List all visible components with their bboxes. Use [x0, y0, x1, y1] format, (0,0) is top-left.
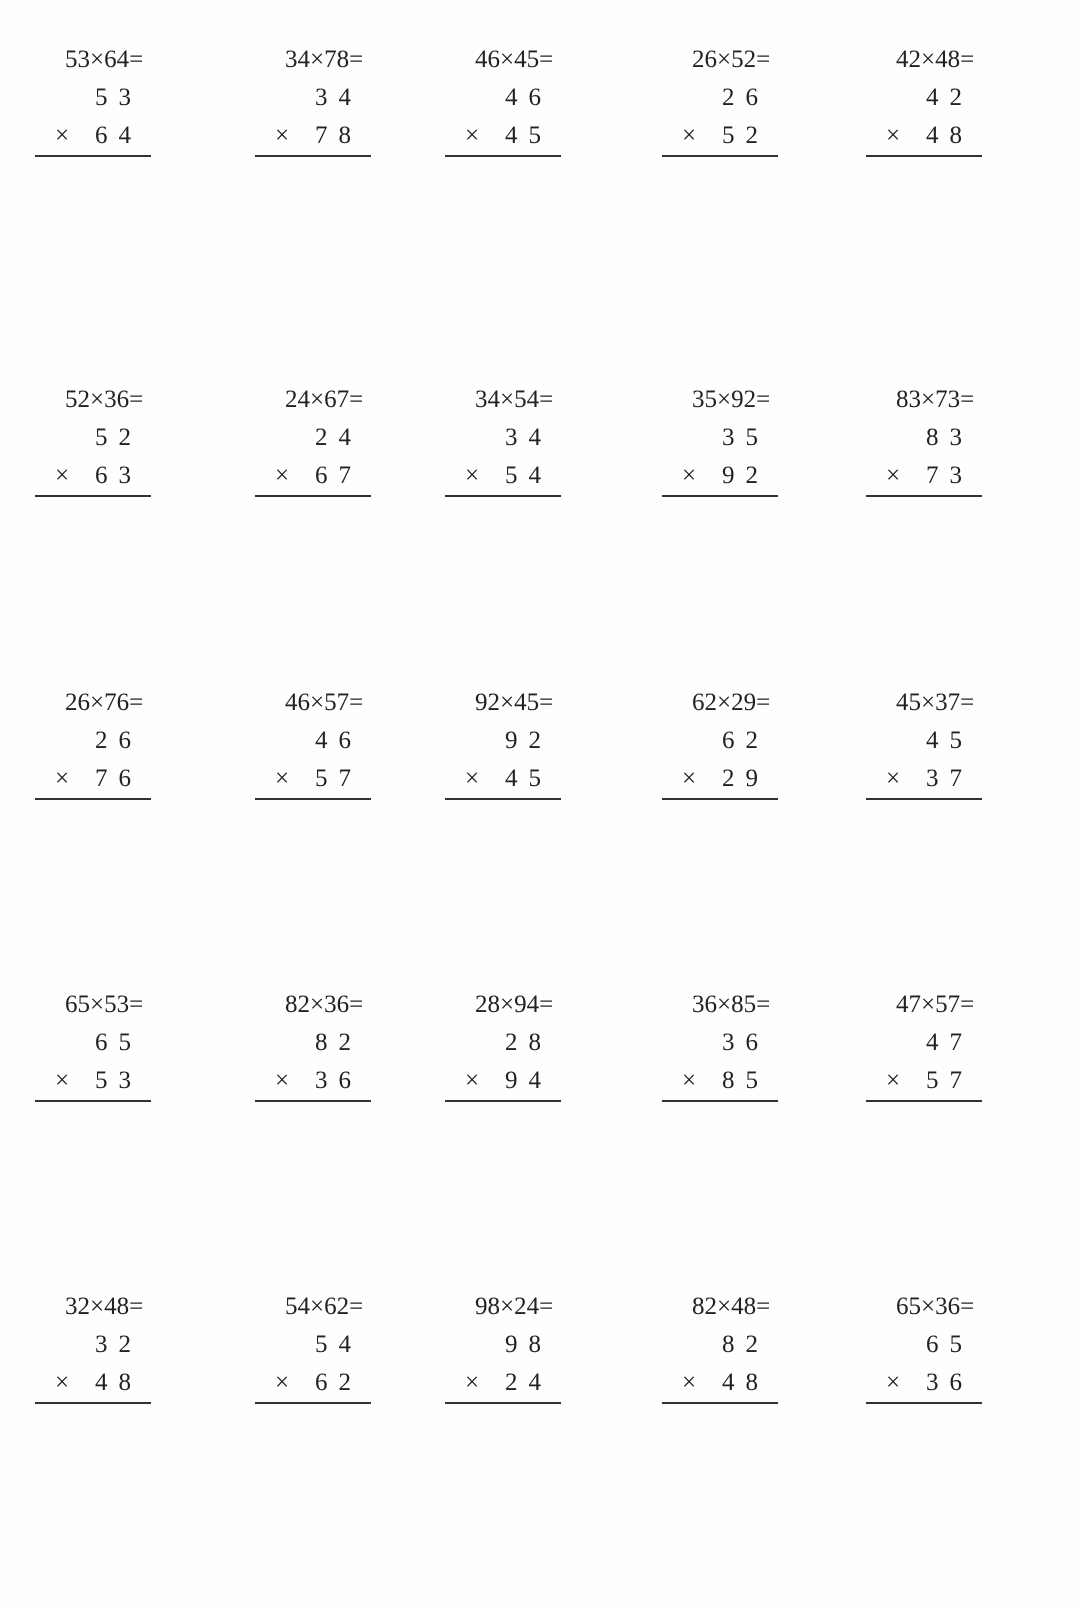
equation-text: 45×37=: [896, 689, 975, 716]
multiplier: 29: [722, 765, 769, 792]
multiplicand: 34: [315, 84, 362, 111]
multiply-sign: ×: [682, 122, 697, 149]
multiply-sign: ×: [275, 462, 290, 489]
equation-text: 35×92=: [692, 386, 771, 413]
multiplicand: 34: [505, 424, 552, 451]
multiplicand: 42: [926, 84, 973, 111]
multiplier: 52: [722, 122, 769, 149]
multiplier: 67: [315, 462, 362, 489]
answer-line: [662, 1402, 778, 1404]
multiply-sign: ×: [275, 765, 290, 792]
multiply-sign: ×: [886, 1067, 901, 1094]
multiply-sign: ×: [55, 462, 70, 489]
multiply-sign: ×: [275, 1369, 290, 1396]
equation-text: 46×57=: [285, 689, 364, 716]
problem-r4-c1: [35, 990, 195, 1100]
multiplier: 53: [95, 1067, 142, 1094]
multiply-sign: ×: [55, 1369, 70, 1396]
answer-line: [866, 155, 982, 157]
multiplier: 45: [505, 122, 552, 149]
multiplier: 63: [95, 462, 142, 489]
answer-line: [255, 495, 371, 497]
multiplier: 64: [95, 122, 142, 149]
equation-text: 34×78=: [285, 46, 364, 73]
answer-line: [866, 1402, 982, 1404]
multiplicand: 82: [722, 1331, 769, 1358]
problem-r1-c1: [35, 45, 195, 155]
multiplier: 62: [315, 1369, 362, 1396]
problem-r2-c4: [662, 385, 822, 495]
problem-r4-c3: [445, 990, 605, 1100]
equation-text: 34×54=: [475, 386, 554, 413]
multiplicand: 24: [315, 424, 362, 451]
problem-r5-c2: [255, 1292, 415, 1402]
answer-line: [35, 798, 151, 800]
equation-text: 32×48=: [65, 1293, 144, 1320]
multiplicand: 52: [95, 424, 142, 451]
equation-text: 47×57=: [896, 991, 975, 1018]
problem-r2-c5: [866, 385, 1026, 495]
multiplicand: 45: [926, 727, 973, 754]
multiply-sign: ×: [465, 765, 480, 792]
problem-r4-c2: [255, 990, 415, 1100]
equation-text: 42×48=: [896, 46, 975, 73]
multiply-sign: ×: [886, 122, 901, 149]
multiply-sign: ×: [55, 122, 70, 149]
multiplicand: 46: [315, 727, 362, 754]
multiply-sign: ×: [886, 462, 901, 489]
multiplicand: 83: [926, 424, 973, 451]
equation-text: 26×52=: [692, 46, 771, 73]
problem-r5-c1: [35, 1292, 195, 1402]
answer-line: [255, 155, 371, 157]
multiplier: 45: [505, 765, 552, 792]
answer-line: [35, 155, 151, 157]
problem-r3-c4: [662, 688, 822, 798]
answer-line: [255, 798, 371, 800]
multiplicand: 98: [505, 1331, 552, 1358]
multiplier: 85: [722, 1067, 769, 1094]
answer-line: [662, 798, 778, 800]
multiplier: 36: [315, 1067, 362, 1094]
multiplier: 48: [722, 1369, 769, 1396]
problem-r1-c3: [445, 45, 605, 155]
equation-text: 82×36=: [285, 991, 364, 1018]
multiplicand: 26: [95, 727, 142, 754]
multiplicand: 26: [722, 84, 769, 111]
equation-text: 46×45=: [475, 46, 554, 73]
multiplicand: 65: [95, 1029, 142, 1056]
multiply-sign: ×: [886, 1369, 901, 1396]
equation-text: 36×85=: [692, 991, 771, 1018]
multiplicand: 36: [722, 1029, 769, 1056]
problem-r2-c1: [35, 385, 195, 495]
problem-r4-c4: [662, 990, 822, 1100]
problem-r3-c2: [255, 688, 415, 798]
equation-text: 65×36=: [896, 1293, 975, 1320]
multiplier: 57: [926, 1067, 973, 1094]
answer-line: [445, 155, 561, 157]
multiply-sign: ×: [465, 1369, 480, 1396]
equation-text: 82×48=: [692, 1293, 771, 1320]
equation-text: 92×45=: [475, 689, 554, 716]
multiplier: 48: [926, 122, 973, 149]
multiplier: 54: [505, 462, 552, 489]
multiply-sign: ×: [682, 1067, 697, 1094]
problem-r2-c3: [445, 385, 605, 495]
multiply-sign: ×: [682, 1369, 697, 1396]
answer-line: [255, 1100, 371, 1102]
multiply-sign: ×: [465, 462, 480, 489]
multiplier: 78: [315, 122, 362, 149]
multiplier: 92: [722, 462, 769, 489]
multiplicand: 82: [315, 1029, 362, 1056]
multiply-sign: ×: [886, 765, 901, 792]
multiplier: 94: [505, 1067, 552, 1094]
answer-line: [445, 495, 561, 497]
answer-line: [866, 495, 982, 497]
multiplicand: 92: [505, 727, 552, 754]
equation-text: 28×94=: [475, 991, 554, 1018]
multiplier: 36: [926, 1369, 973, 1396]
multiplier: 73: [926, 462, 973, 489]
answer-line: [35, 1402, 151, 1404]
equation-text: 83×73=: [896, 386, 975, 413]
multiplier: 76: [95, 765, 142, 792]
multiplier: 24: [505, 1369, 552, 1396]
answer-line: [866, 1100, 982, 1102]
multiplicand: 32: [95, 1331, 142, 1358]
problem-r5-c5: [866, 1292, 1026, 1402]
answer-line: [866, 798, 982, 800]
multiply-sign: ×: [465, 1067, 480, 1094]
multiply-sign: ×: [275, 122, 290, 149]
answer-line: [662, 1100, 778, 1102]
multiplicand: 46: [505, 84, 552, 111]
multiplicand: 65: [926, 1331, 973, 1358]
problem-r5-c4: [662, 1292, 822, 1402]
problem-r4-c5: [866, 990, 1026, 1100]
answer-line: [662, 495, 778, 497]
problem-r3-c5: [866, 688, 1026, 798]
multiplier: 57: [315, 765, 362, 792]
multiply-sign: ×: [465, 122, 480, 149]
equation-text: 24×67=: [285, 386, 364, 413]
problem-r1-c2: [255, 45, 415, 155]
multiplicand: 53: [95, 84, 142, 111]
problem-r5-c3: [445, 1292, 605, 1402]
multiply-sign: ×: [55, 1067, 70, 1094]
multiplicand: 35: [722, 424, 769, 451]
multiplier: 48: [95, 1369, 142, 1396]
multiply-sign: ×: [682, 765, 697, 792]
problem-r1-c5: [866, 45, 1026, 155]
multiply-sign: ×: [682, 462, 697, 489]
answer-line: [662, 155, 778, 157]
multiplicand: 62: [722, 727, 769, 754]
problem-r2-c2: [255, 385, 415, 495]
equation-text: 54×62=: [285, 1293, 364, 1320]
multiplicand: 54: [315, 1331, 362, 1358]
answer-line: [35, 495, 151, 497]
answer-line: [445, 1402, 561, 1404]
multiplicand: 28: [505, 1029, 552, 1056]
equation-text: 52×36=: [65, 386, 144, 413]
problem-r3-c1: [35, 688, 195, 798]
answer-line: [445, 1100, 561, 1102]
multiplicand: 47: [926, 1029, 973, 1056]
equation-text: 98×24=: [475, 1293, 554, 1320]
equation-text: 26×76=: [65, 689, 144, 716]
answer-line: [35, 1100, 151, 1102]
answer-line: [445, 798, 561, 800]
equation-text: 62×29=: [692, 689, 771, 716]
equation-text: 53×64=: [65, 46, 144, 73]
problem-r1-c4: [662, 45, 822, 155]
multiply-sign: ×: [275, 1067, 290, 1094]
answer-line: [255, 1402, 371, 1404]
multiplier: 37: [926, 765, 973, 792]
multiply-sign: ×: [55, 765, 70, 792]
problem-r3-c3: [445, 688, 605, 798]
equation-text: 65×53=: [65, 991, 144, 1018]
